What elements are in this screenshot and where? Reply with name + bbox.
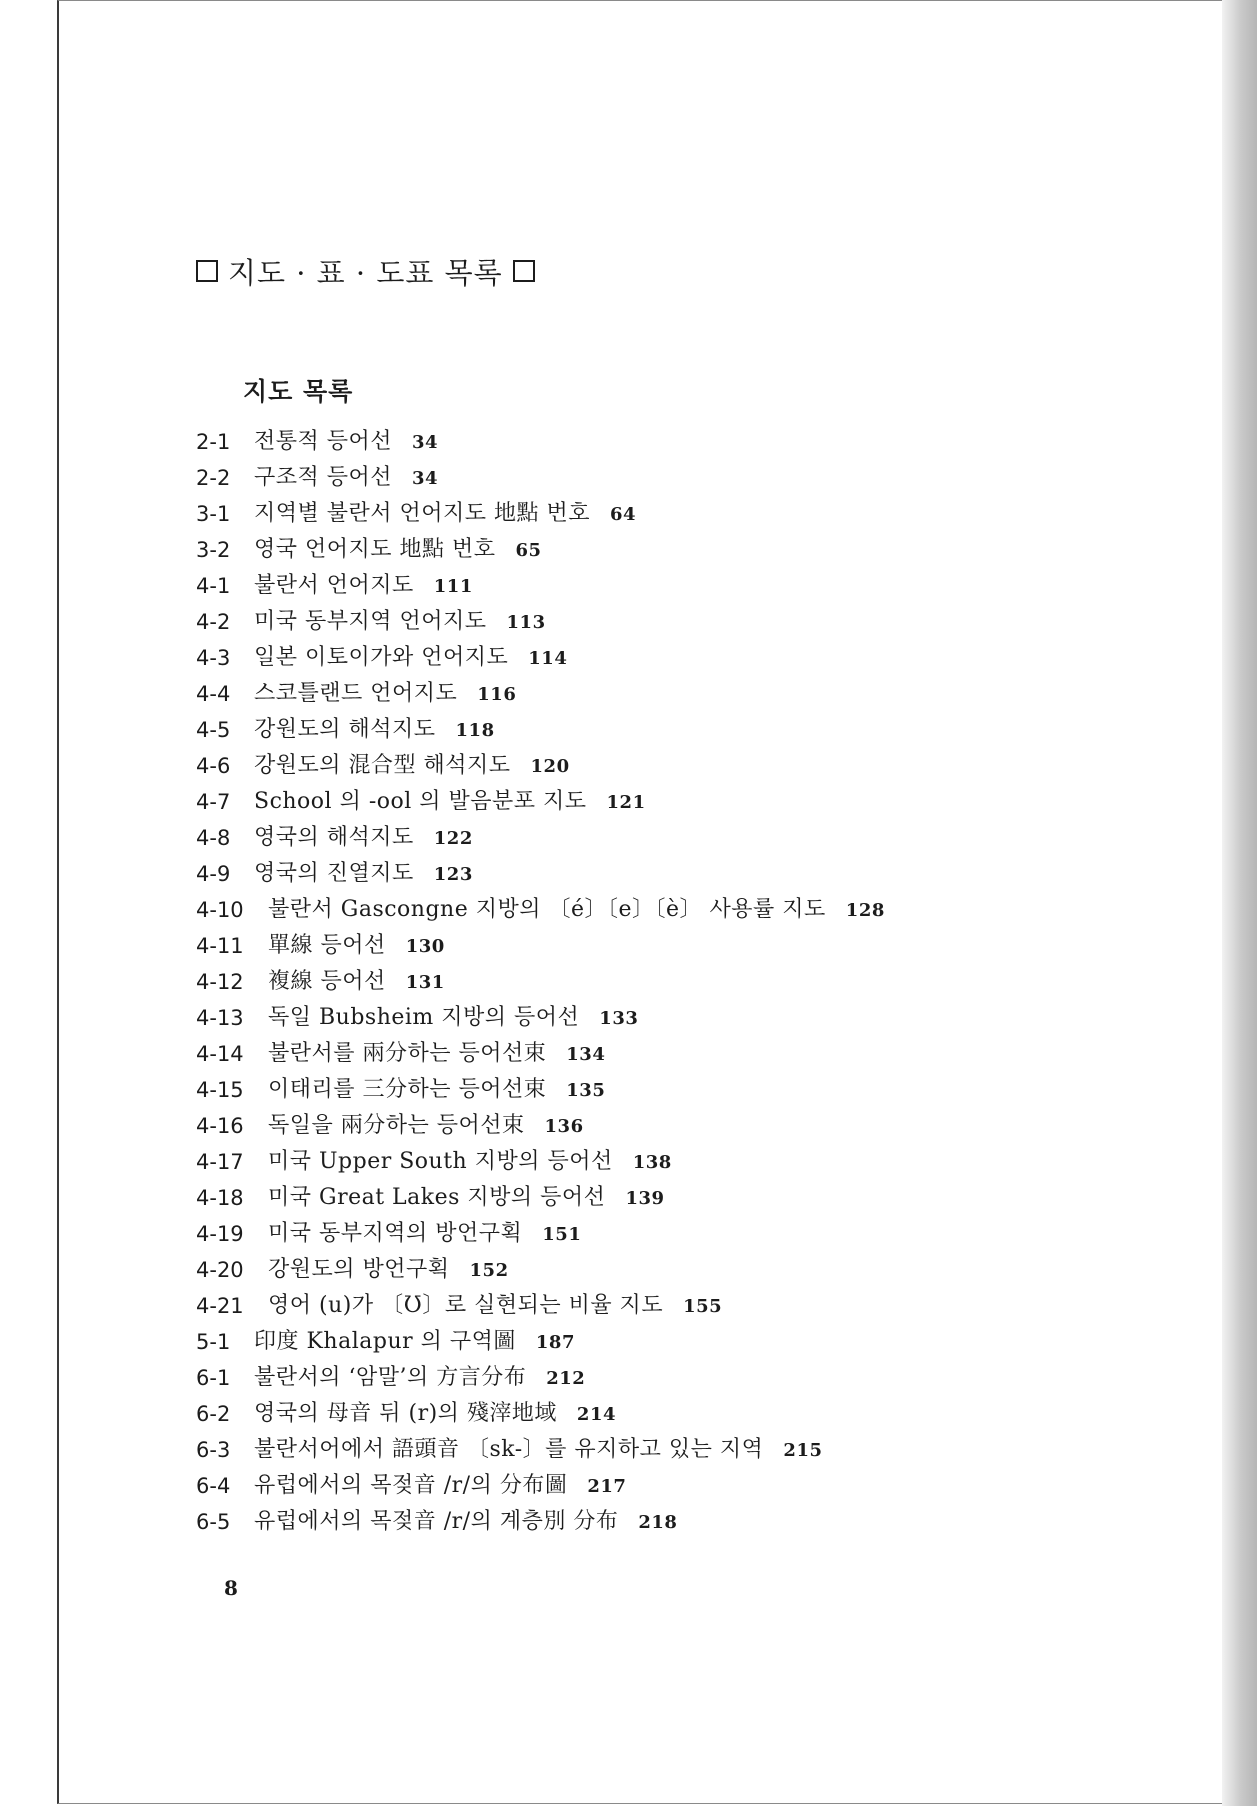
entry-title-line bbox=[254, 460, 438, 497]
entry-page: 214 bbox=[576, 1404, 616, 1425]
entry-title-line bbox=[254, 748, 570, 785]
entry-page: 64 bbox=[610, 504, 637, 525]
toc-entry bbox=[196, 964, 1196, 1000]
entry-title-line bbox=[268, 892, 885, 929]
entry-page: 65 bbox=[515, 540, 542, 561]
toc-entry bbox=[196, 1144, 1196, 1180]
entry-title-line bbox=[254, 604, 546, 641]
entry-title: 독일을 兩分하는 등어선束 bbox=[268, 1113, 525, 1138]
entry-title: 영국의 해석지도 bbox=[254, 825, 414, 850]
entry-title: 독일 Bubsheim 지방의 등어선 bbox=[268, 1005, 580, 1030]
toc-entry bbox=[196, 1000, 1196, 1036]
entry-number: 6-1 bbox=[196, 1366, 231, 1390]
entry-number: 4-21 bbox=[196, 1294, 244, 1318]
entry-number: 6-5 bbox=[196, 1510, 231, 1534]
toc-entry bbox=[196, 856, 1196, 892]
square-box-icon bbox=[513, 260, 535, 282]
entry-page: 131 bbox=[405, 972, 445, 993]
toc-entry bbox=[196, 1324, 1196, 1360]
toc-entry bbox=[196, 640, 1196, 676]
entry-title-line bbox=[254, 784, 646, 821]
entry-title: 전통적 등어선 bbox=[254, 429, 393, 454]
entry-number: 4-9 bbox=[196, 862, 231, 886]
entry-page: 120 bbox=[530, 756, 570, 777]
entry-title-line bbox=[254, 1360, 585, 1397]
entry-page: 152 bbox=[469, 1260, 509, 1281]
toc-entry bbox=[196, 784, 1196, 820]
entry-page: 212 bbox=[546, 1368, 586, 1389]
entry-number: 4-14 bbox=[196, 1042, 244, 1066]
entry-title-line bbox=[254, 640, 567, 677]
entry-title-line bbox=[254, 1324, 575, 1361]
toc-entry bbox=[196, 1072, 1196, 1108]
entry-title: 單線 등어선 bbox=[268, 933, 386, 958]
entry-page: 123 bbox=[433, 864, 473, 885]
entry-number: 4-15 bbox=[196, 1078, 244, 1102]
entry-number: 4-3 bbox=[196, 646, 231, 670]
toc-entry bbox=[196, 1108, 1196, 1144]
entry-title-line bbox=[254, 568, 473, 605]
toc-entry bbox=[196, 496, 1196, 532]
entry-title: 스코틀랜드 언어지도 bbox=[254, 681, 458, 706]
entry-page: 118 bbox=[455, 720, 495, 741]
entry-number: 3-2 bbox=[196, 538, 231, 562]
entry-title: School 의 -ool 의 발음분포 지도 bbox=[254, 789, 587, 814]
toc-entry bbox=[196, 460, 1196, 496]
entry-number: 4-20 bbox=[196, 1258, 244, 1282]
entry-title-line bbox=[254, 1468, 626, 1505]
entry-page: 121 bbox=[606, 792, 646, 813]
entry-number: 4-5 bbox=[196, 718, 231, 742]
entry-title: 미국 동부지역 언어지도 bbox=[254, 609, 487, 634]
entry-title: 불란서 언어지도 bbox=[254, 573, 414, 598]
toc-entry bbox=[196, 748, 1196, 784]
entry-number: 6-4 bbox=[196, 1474, 231, 1498]
entry-page: 113 bbox=[506, 612, 546, 633]
toc-entry bbox=[196, 892, 1196, 928]
entry-page: 138 bbox=[632, 1152, 672, 1173]
toc-entry bbox=[196, 1396, 1196, 1432]
entry-page: 218 bbox=[638, 1512, 678, 1533]
entry-title: 지역별 불란서 언어지도 地點 번호 bbox=[254, 501, 590, 526]
entry-number: 4-12 bbox=[196, 970, 244, 994]
entry-title: 영국의 母音 뒤 (r)의 殘滓地域 bbox=[254, 1401, 557, 1426]
section-title: 지도 목록 bbox=[243, 377, 354, 406]
entry-page: 136 bbox=[544, 1116, 584, 1137]
entry-number: 6-3 bbox=[196, 1438, 231, 1462]
toc-entry bbox=[196, 1432, 1196, 1468]
entry-page: 217 bbox=[587, 1476, 627, 1497]
entry-title-line bbox=[268, 1108, 584, 1145]
entry-title: 영어 (u)가 〔Ʊ〕로 실현되는 비율 지도 bbox=[268, 1293, 664, 1318]
entry-number: 4-19 bbox=[196, 1222, 244, 1246]
entry-number: 2-1 bbox=[196, 430, 231, 454]
entry-number: 4-6 bbox=[196, 754, 231, 778]
toc-entry bbox=[196, 604, 1196, 640]
entry-number: 4-8 bbox=[196, 826, 231, 850]
entry-number: 4-1 bbox=[196, 574, 231, 598]
toc-entry bbox=[196, 1468, 1196, 1504]
entry-number: 4-18 bbox=[196, 1186, 244, 1210]
toc-entry bbox=[196, 928, 1196, 964]
entry-title-line bbox=[268, 1288, 722, 1325]
entry-page: 34 bbox=[412, 468, 439, 489]
toc-entry bbox=[196, 712, 1196, 748]
toc-entry bbox=[196, 1252, 1196, 1288]
entry-title: 유럽에서의 목젖音 /r/의 계층別 分布 bbox=[254, 1509, 619, 1534]
entry-title: 불란서어에서 語頭音 〔sk-〕를 유지하고 있는 지역 bbox=[254, 1437, 764, 1462]
entry-title-line bbox=[268, 1252, 509, 1289]
entry-page: 128 bbox=[845, 900, 885, 921]
toc-entry bbox=[196, 1036, 1196, 1072]
entry-page: 139 bbox=[625, 1188, 665, 1209]
entry-title: 유럽에서의 목젖音 /r/의 分布圖 bbox=[254, 1473, 568, 1498]
entry-page: 151 bbox=[542, 1224, 582, 1245]
entry-title: 印度 Khalapur 의 구역圖 bbox=[254, 1329, 516, 1354]
entry-number: 5-1 bbox=[196, 1330, 231, 1354]
entry-title-line bbox=[254, 712, 495, 749]
entry-title-line bbox=[268, 1000, 638, 1037]
entry-title-line bbox=[254, 820, 473, 857]
square-box-icon bbox=[196, 260, 218, 282]
entry-title: 영국 언어지도 地點 번호 bbox=[254, 537, 496, 562]
toc-entry bbox=[196, 1288, 1196, 1324]
entry-title: 複線 등어선 bbox=[268, 969, 386, 994]
entry-number: 2-2 bbox=[196, 466, 231, 490]
entry-page: 134 bbox=[566, 1044, 606, 1065]
entry-page: 155 bbox=[683, 1296, 723, 1317]
entry-number: 4-2 bbox=[196, 610, 231, 634]
entry-page: 130 bbox=[405, 936, 445, 957]
entry-page: 116 bbox=[477, 684, 517, 705]
entry-title-line bbox=[254, 676, 516, 713]
entry-title-line bbox=[254, 1396, 616, 1433]
entry-number: 4-11 bbox=[196, 934, 244, 958]
entry-title: 영국의 진열지도 bbox=[254, 861, 414, 886]
entry-number: 4-4 bbox=[196, 682, 231, 706]
entry-title-line bbox=[254, 1432, 823, 1469]
entry-number: 4-16 bbox=[196, 1114, 244, 1138]
toc-entry bbox=[196, 568, 1196, 604]
entry-title: 구조적 등어선 bbox=[254, 465, 393, 490]
entry-title: 강원도의 방언구획 bbox=[268, 1257, 450, 1282]
toc-entry bbox=[196, 1216, 1196, 1252]
entry-title: 미국 Upper South 지방의 등어선 bbox=[268, 1149, 613, 1174]
entry-page: 215 bbox=[783, 1440, 823, 1461]
entry-title-line bbox=[268, 1144, 672, 1181]
list-heading bbox=[196, 250, 535, 292]
entry-title-line bbox=[254, 1504, 677, 1541]
list-heading-text: 지도 · 표 · 도표 목록 bbox=[228, 255, 503, 290]
entry-title: 일본 이토이가와 언어지도 bbox=[254, 645, 509, 670]
entry-number: 4-13 bbox=[196, 1006, 244, 1030]
entry-page: 187 bbox=[535, 1332, 575, 1353]
entry-page: 122 bbox=[433, 828, 473, 849]
entry-number: 4-17 bbox=[196, 1150, 244, 1174]
entry-title-line bbox=[254, 532, 542, 569]
entry-title: 미국 동부지역의 방언구획 bbox=[268, 1221, 523, 1246]
entry-title-line bbox=[268, 1180, 665, 1217]
toc-entry bbox=[196, 1360, 1196, 1396]
entry-number: 3-1 bbox=[196, 502, 231, 526]
entry-title: 미국 Great Lakes 지방의 등어선 bbox=[268, 1185, 606, 1210]
toc-entry bbox=[196, 1180, 1196, 1216]
entry-page: 135 bbox=[566, 1080, 606, 1101]
entry-number: 4-10 bbox=[196, 898, 244, 922]
toc-entry bbox=[196, 424, 1196, 460]
page-number: 8 bbox=[224, 1576, 238, 1600]
toc-entry bbox=[196, 1504, 1196, 1540]
entry-page: 111 bbox=[433, 576, 473, 597]
entry-title-line bbox=[268, 1216, 581, 1253]
toc-entry bbox=[196, 532, 1196, 568]
entry-title-line bbox=[268, 928, 445, 965]
entry-title: 불란서를 兩分하는 등어선束 bbox=[268, 1041, 547, 1066]
page-edge-shadow bbox=[1222, 0, 1257, 1806]
entry-number: 6-2 bbox=[196, 1402, 231, 1426]
entry-title-line bbox=[254, 856, 473, 893]
map-list bbox=[196, 424, 1196, 1540]
entry-title-line bbox=[254, 496, 636, 533]
entry-title-line bbox=[268, 1072, 605, 1109]
entry-page: 34 bbox=[412, 432, 439, 453]
toc-entry bbox=[196, 676, 1196, 712]
entry-title: 강원도의 해석지도 bbox=[254, 717, 436, 742]
entry-title-line bbox=[268, 1036, 605, 1073]
entry-title-line bbox=[268, 964, 445, 1001]
entry-title-line bbox=[254, 424, 438, 461]
entry-title: 이태리를 三分하는 등어선束 bbox=[268, 1077, 547, 1102]
entry-title: 불란서 Gascongne 지방의 〔é〕〔e〕〔è〕 사용률 지도 bbox=[268, 897, 826, 922]
entry-number: 4-7 bbox=[196, 790, 231, 814]
entry-page: 133 bbox=[599, 1008, 639, 1029]
entry-title: 강원도의 混合型 해석지도 bbox=[254, 753, 511, 778]
entry-title: 불란서의 ‘암말’의 方言分布 bbox=[254, 1365, 527, 1390]
entry-page: 114 bbox=[528, 648, 568, 669]
toc-entry bbox=[196, 820, 1196, 856]
